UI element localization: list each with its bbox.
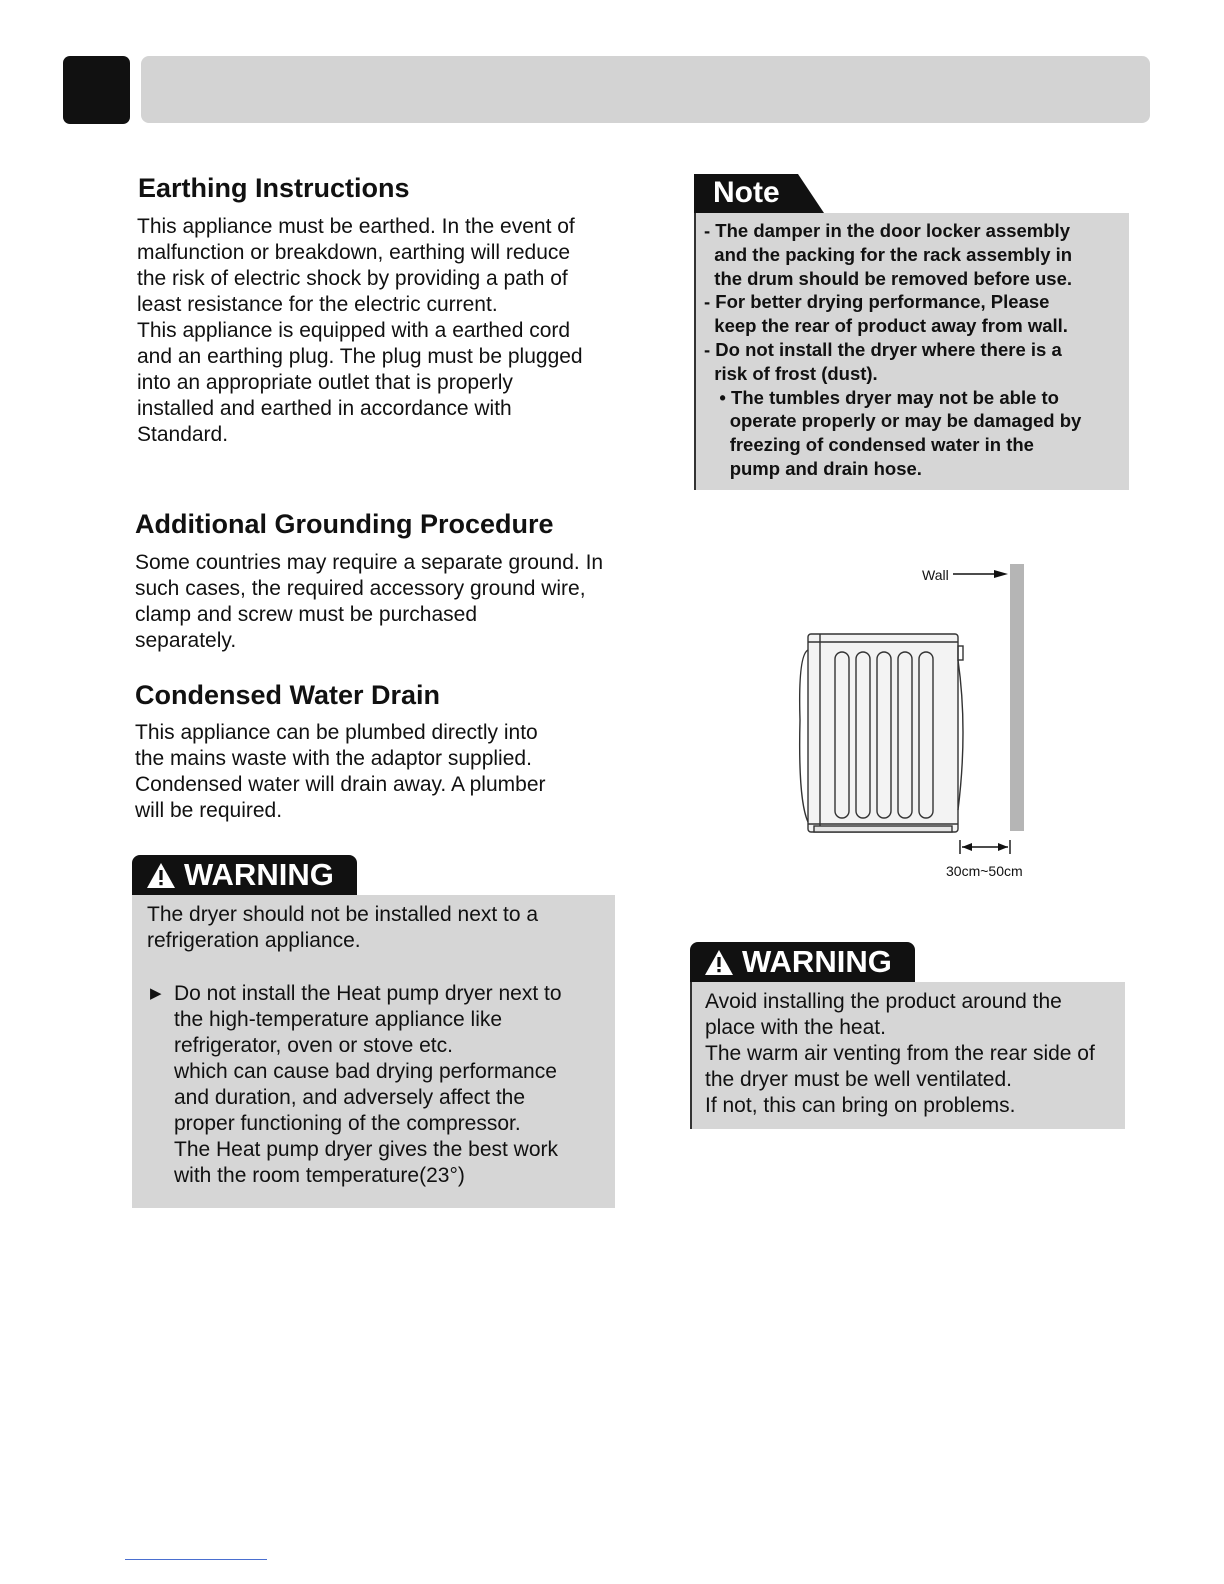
distance-label: 30cm~50cm [946, 863, 1023, 879]
warning-left-intro: The dryer should not be installed next to a refrigeration appliance. [147, 903, 539, 952]
chapter-marker [63, 56, 130, 124]
bullet-arrow-icon: ▶ [150, 985, 162, 1002]
header-bar [141, 56, 1150, 123]
earthing-title: Earthing Instructions [138, 173, 410, 203]
warning-label-left: WARNING [184, 857, 334, 892]
warning-tab-left [132, 855, 357, 895]
warning-icon [146, 862, 176, 889]
warning-label-right: WARNING [742, 944, 892, 979]
warning-left-bullet-text: Do not install the Heat pump dryer next to the high-temperature appliance like refrigerator, oven or stove etc. which can cause bad drying performance and duration, and adversely affect the proper functioning of the compressor. The Heat pump dryer gives the best work with the room temperature(23°) [174, 982, 562, 1187]
warning-tab-right [690, 942, 915, 982]
drain-title: Condensed Water Drain [135, 680, 441, 710]
wall-label: Wall [922, 567, 949, 583]
warning-right-text: Avoid installing the product around the place with the heat. The warm air venting from the rear side of the dryer must be well ventilated. If not, this can bring on problems. [705, 990, 1095, 1117]
grounding-title: Additional Grounding Procedure [135, 509, 554, 539]
wall [1010, 564, 1024, 831]
footer-rule [125, 1559, 267, 1560]
note-text: - The damper in the door locker assembly and the packing for the rack assembly in the drum should be removed before use. - For better drying performance, Please keep the rear of product away from wall. - Do not install the dryer where there is a risk of frost (dust). • The tumbles dryer may not be able to operate properly or may be damaged by freezing of condensed water in the pump and drain hose. [704, 220, 1082, 479]
earthing-text: This appliance must be earthed. In the event of malfunction or breakdown, earthing will reduce the risk of electric shock by providing a path of least resistance for the electric current. This appliance is equipped with a earthed cord and an earthing plug. The plug must be plugged into an appropriate outlet that is properly installed and earthed in accordance with Standard. [137, 215, 583, 446]
installation-diagram [790, 560, 1040, 860]
dryer-icon [800, 634, 963, 832]
warning-icon [704, 949, 734, 976]
note-label: Note [713, 176, 780, 209]
drain-text: This appliance can be plumbed directly into the mains waste with the adaptor supplied. Condensed water will drain away. A plumber will be required. [135, 721, 546, 822]
grounding-text: Some countries may require a separate ground. In such cases, the required accessory ground wire, clamp and screw must be purchased separately. [135, 551, 604, 652]
